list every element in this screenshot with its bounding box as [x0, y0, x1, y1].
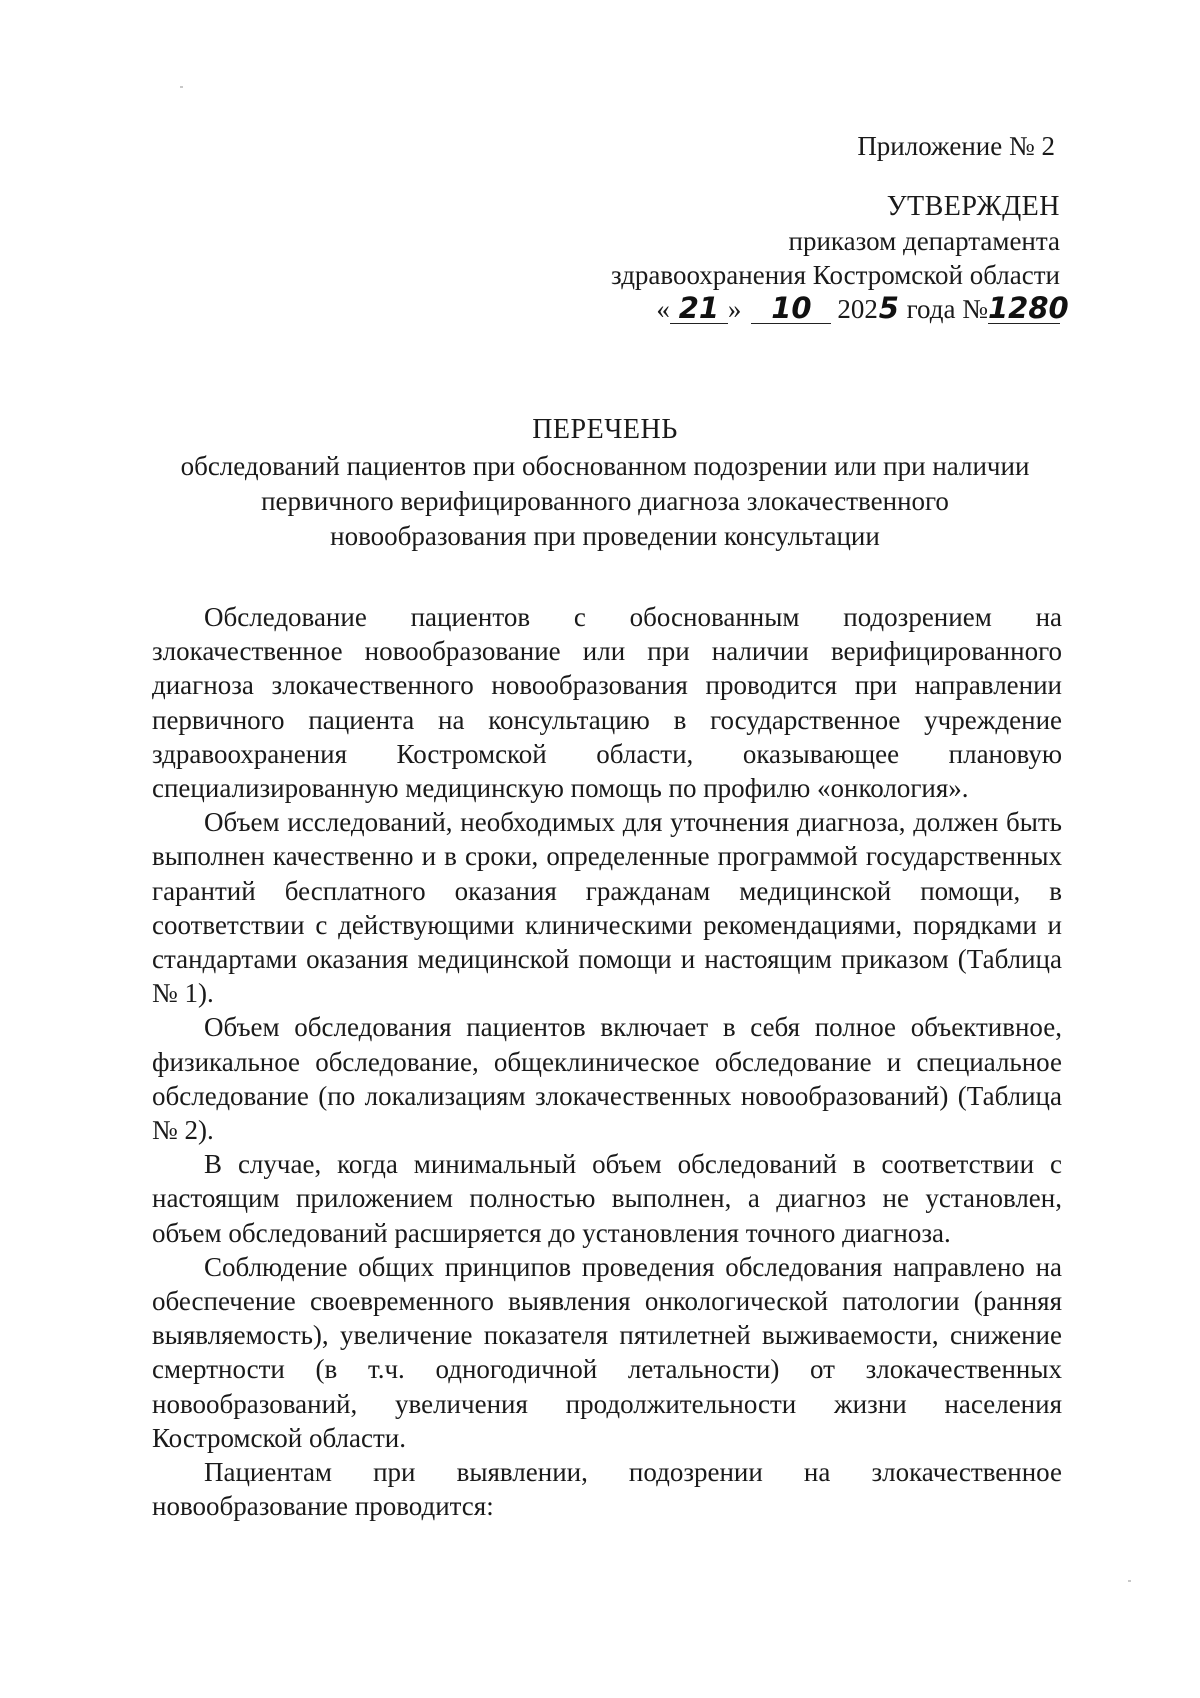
approval-block	[611, 190, 1069, 326]
handwritten-day: 21	[670, 293, 728, 324]
order-line-1: приказом департамента	[788, 226, 1060, 256]
approved-stamp-text: УТВЕРЖДЕН	[886, 191, 1060, 222]
subtitle-line-2: первичного верифицированного диагноза злокачественного	[261, 486, 949, 516]
handwritten-order-number: 1280	[988, 291, 1069, 325]
scan-speck	[180, 86, 183, 88]
handwritten-month: 10	[751, 293, 831, 324]
document-title-block	[150, 412, 1060, 554]
paragraph: Обследование пациентов с обоснованным подозрением на злокачественное новообразование или при наличии верифицированного диагноза злокачественного новообразования проводится при направлении первичного пациента на консультацию в государственное учреждение здравоохранения Костромской области, оказывающее плановую специализированную медицинскую помощь по профилю «онкология».	[152, 602, 1062, 804]
paragraph: Пациентам при выявлении, подозрении на злокачественное новообразование проводится:	[152, 1457, 1062, 1522]
order-date-line	[611, 291, 1069, 326]
date-suffix: года №	[906, 294, 988, 324]
document-body	[152, 600, 1062, 1523]
order-line-2: здравоохранения Костромской области	[611, 260, 1060, 290]
scan-speck	[1128, 1580, 1131, 1582]
date-year-prefix: 202	[837, 294, 878, 324]
subtitle-line-1: обследований пациентов при обоснованном подозрении или при наличии	[180, 451, 1030, 481]
date-open-quote: «	[656, 294, 670, 324]
document-title: ПЕРЕЧЕНЬ	[532, 414, 678, 445]
appendix-label: Приложение № 2	[857, 131, 1055, 161]
date-close-quote: »	[727, 294, 742, 324]
paragraph: Соблюдение общих принципов проведения обследования направлено на обеспечение своевременного выявления онкологической патологии (ранняя выявляемость), увеличение показателя пятилетней выживаемости, снижение смертности (в т.ч. одногодичной летальности) от злокачественных новообразований, увеличения продолжительности жизни населения Костромской области.	[152, 1251, 1062, 1453]
handwritten-year-digit: 5	[878, 291, 899, 325]
paragraph: В случае, когда минимальный объем обследований в соответствии с настоящим приложением полностью выполнен, а диагноз не установлен, объем обследований расширяется до установления точного диагноза.	[152, 1149, 1062, 1248]
paragraph: Объем обследования пациентов включает в себя полное объективное, физикальное обследование, общеклиническое обследование и специальное обследование (по локализациям злокачественных новообразований) (Таблица № 2).	[152, 1012, 1062, 1146]
subtitle-line-3: новообразования при проведении консультации	[330, 521, 880, 551]
paragraph: Объем исследований, необходимых для уточнения диагноза, должен быть выполнен качественно и в сроки, определенные программой государственных гарантий бесплатного оказания гражданам медицинской помощи, в соответствии с действующими клиническими рекомендациями, порядками и стандартами оказания медицинской помощи и настоящим приказом (Таблица № 1).	[152, 807, 1062, 1009]
